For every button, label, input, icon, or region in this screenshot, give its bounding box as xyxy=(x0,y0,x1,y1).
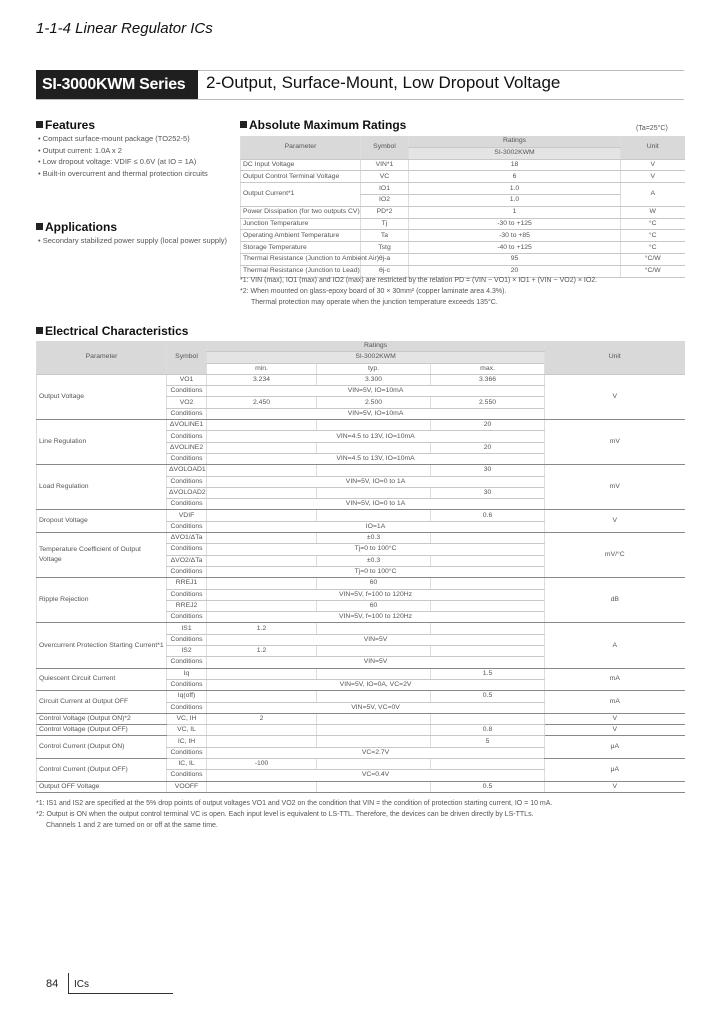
ec-symbol: Conditions xyxy=(167,612,207,623)
ec-param: Line Regulation xyxy=(37,420,167,465)
table-row xyxy=(37,781,685,792)
ec-conditions: Tj=0 to 100°C xyxy=(207,544,545,555)
amr-unit: A xyxy=(621,183,685,207)
ec-typ: 60 xyxy=(317,600,431,611)
ec-typ xyxy=(317,668,431,679)
amr-note-1: *1: VIN (max), IO1 (max) and IO2 (max) are restricted by the relation PD = (VIN − VO1) × IO1 + (VIN − VO2) × IO2. xyxy=(240,277,598,284)
ec-param: Control Voltage (Output OFF) xyxy=(37,725,167,736)
amr-symbol: Ta xyxy=(361,230,409,242)
ec-typ xyxy=(317,713,431,724)
ec-max xyxy=(431,533,545,544)
amr-unit: °C xyxy=(621,242,685,254)
ec-note-2: *2: Output is ON when the output control terminal VC is open. Each input level is equivalent to LS-TTL. Therefore, the devices can be driven directly by LS-TTLs. xyxy=(36,811,534,818)
ec-min xyxy=(207,668,317,679)
ec-max: 0.5 xyxy=(431,781,545,792)
ec-symbol: VC, IH xyxy=(167,713,207,724)
ec-symbol: Conditions xyxy=(167,521,207,532)
ec-symbol: VO1 xyxy=(167,374,207,385)
amr-symbol: VC xyxy=(361,171,409,183)
section-label: 1-1-4 Linear Regulator ICs xyxy=(36,20,213,37)
amr-value: 95 xyxy=(409,253,621,265)
ec-typ xyxy=(317,781,431,792)
ec-symbol: Conditions xyxy=(167,476,207,487)
amr-col-ratings: Ratings xyxy=(409,136,621,147)
table-row xyxy=(37,758,685,769)
amr-unit: °C xyxy=(621,230,685,242)
table-row xyxy=(241,253,685,265)
ec-min xyxy=(207,465,317,476)
amr-value: 18 xyxy=(409,159,621,171)
amr-param: DC Input Voltage xyxy=(241,159,361,171)
ec-param: Control Voltage (Output ON)*2 xyxy=(37,713,167,724)
ec-typ xyxy=(317,736,431,747)
ec-col-device: SI-3002KWM xyxy=(207,352,545,363)
table-row xyxy=(37,736,685,747)
ec-symbol: ΔVOLOAD1 xyxy=(167,465,207,476)
ec-symbol: VO2 xyxy=(167,397,207,408)
ec-unit: mV/°C xyxy=(545,533,685,578)
ec-param: Output Voltage xyxy=(37,374,167,419)
ec-unit: μA xyxy=(545,736,685,759)
ec-conditions: VIN=5V, VC=0V xyxy=(207,702,545,713)
feature-item: • Built-in overcurrent and thermal protection circuits xyxy=(38,169,228,180)
ec-symbol: IC, IH xyxy=(167,736,207,747)
ec-symbol: IC, IL xyxy=(167,758,207,769)
amr-value: -30 to +125 xyxy=(409,218,621,230)
table-row xyxy=(241,183,685,195)
series-title: 2-Output, Surface-Mount, Low Dropout Voltage xyxy=(206,73,561,92)
table-row xyxy=(37,623,685,634)
ec-param: Ripple Rejection xyxy=(37,578,167,623)
ec-max xyxy=(431,555,545,566)
ec-param: Circuit Current at Output OFF xyxy=(37,691,167,714)
application-item: • Secondary stabilized power supply (local power supply) xyxy=(38,236,228,247)
ec-typ xyxy=(317,465,431,476)
ec-unit: mA xyxy=(545,691,685,714)
ec-unit: V xyxy=(545,781,685,792)
ec-param: Output OFF Voltage xyxy=(37,781,167,792)
amr-unit: °C/W xyxy=(621,253,685,265)
amr-col-parameter: Parameter xyxy=(241,136,361,159)
applications-heading-text: Applications xyxy=(45,220,118,234)
ec-conditions: VIN=5V xyxy=(207,634,545,645)
ec-unit: A xyxy=(545,623,685,668)
ec-max xyxy=(431,758,545,769)
ec-symbol: ΔVOLOAD2 xyxy=(167,487,207,498)
ec-min xyxy=(207,487,317,498)
ec-max: 5 xyxy=(431,736,545,747)
ec-param: Dropout Voltage xyxy=(37,510,167,533)
ec-unit: mV xyxy=(545,420,685,465)
ec-min xyxy=(207,442,317,453)
amr-symbol: IO2 xyxy=(361,194,409,206)
ec-symbol: Conditions xyxy=(167,408,207,419)
table-row xyxy=(37,533,685,544)
table-row xyxy=(37,668,685,679)
ec-max: 3.366 xyxy=(431,374,545,385)
ec-typ: 3.300 xyxy=(317,374,431,385)
ec-unit: V xyxy=(545,725,685,736)
ec-symbol: VDIF xyxy=(167,510,207,521)
feature-item: • Low dropout voltage: VDIF ≤ 0.6V (at IO = 1A) xyxy=(38,157,228,168)
ec-symbol: IS1 xyxy=(167,623,207,634)
ec-unit: mA xyxy=(545,668,685,691)
ec-symbol: ΔVO2/ΔTa xyxy=(167,555,207,566)
ec-conditions: VC=2.7V xyxy=(207,747,545,758)
ec-max: 30 xyxy=(431,465,545,476)
ec-min: 3.234 xyxy=(207,374,317,385)
ec-unit: mV xyxy=(545,465,685,510)
amr-symbol: PD*2 xyxy=(361,206,409,218)
ec-unit: μA xyxy=(545,758,685,781)
ec-min xyxy=(207,600,317,611)
amr-symbol: IO1 xyxy=(361,183,409,195)
ec-symbol: Conditions xyxy=(167,634,207,645)
footer-label: ICs xyxy=(74,979,89,990)
ec-col-ratings: Ratings xyxy=(207,341,545,352)
ec-max: 30 xyxy=(431,487,545,498)
ec-max: 2.550 xyxy=(431,397,545,408)
ec-typ xyxy=(317,442,431,453)
ec-symbol: Conditions xyxy=(167,386,207,397)
ec-min xyxy=(207,555,317,566)
ec-note-3: Channels 1 and 2 are turned on or off at the same time. xyxy=(46,822,218,829)
ec-typ: 60 xyxy=(317,578,431,589)
amr-note-2: *2: When mounted on glass-epoxy board of 30 × 30mm² (copper laminate area 4.3%). xyxy=(240,288,507,295)
ec-col-parameter: Parameter xyxy=(37,341,167,374)
ec-symbol: Conditions xyxy=(167,431,207,442)
ec-col-max: max. xyxy=(431,363,545,374)
footer-divider xyxy=(68,973,69,993)
table-row xyxy=(37,374,685,385)
ec-typ: ±0.3 xyxy=(317,533,431,544)
ec-min: 1.2 xyxy=(207,646,317,657)
amr-table xyxy=(240,136,685,278)
ec-unit: dB xyxy=(545,578,685,623)
table-row xyxy=(241,159,685,171)
amr-param: Operating Ambient Temperature xyxy=(241,230,361,242)
ec-typ xyxy=(317,691,431,702)
ec-max xyxy=(431,713,545,724)
ec-typ xyxy=(317,646,431,657)
ec-max: 1.5 xyxy=(431,668,545,679)
amr-param: Output Control Terminal Voltage xyxy=(241,171,361,183)
ec-symbol: IS2 xyxy=(167,646,207,657)
amr-param: Output Current*1 xyxy=(241,183,361,207)
amr-unit: V xyxy=(621,159,685,171)
ec-heading-text: Electrical Characteristics xyxy=(45,324,189,338)
table-row xyxy=(37,713,685,724)
ec-param: Temperature Coefficient of Output Voltage xyxy=(37,533,167,578)
ec-symbol: ΔVO1/ΔTa xyxy=(167,533,207,544)
ec-min xyxy=(207,420,317,431)
amr-value: 20 xyxy=(409,265,621,277)
ec-unit: V xyxy=(545,374,685,419)
ec-min xyxy=(207,736,317,747)
ec-table xyxy=(36,341,685,793)
ec-symbol: VC, IL xyxy=(167,725,207,736)
ec-unit: V xyxy=(545,713,685,724)
amr-value: 6 xyxy=(409,171,621,183)
ec-heading xyxy=(36,324,188,338)
ec-typ: ±0.3 xyxy=(317,555,431,566)
ec-conditions: VIN=5V, IO=0A, VC=2V xyxy=(207,679,545,690)
table-row xyxy=(241,230,685,242)
ec-min: -100 xyxy=(207,758,317,769)
header-rule-bottom xyxy=(36,99,684,100)
feature-item: • Compact surface-mount package (TO252-5) xyxy=(38,134,228,145)
amr-condition: (Ta=25°C) xyxy=(636,125,668,132)
ec-max: 0.8 xyxy=(431,725,545,736)
ec-max xyxy=(431,578,545,589)
table-row xyxy=(241,218,685,230)
ec-typ xyxy=(317,623,431,634)
ec-symbol: Conditions xyxy=(167,770,207,781)
amr-symbol: θj-a xyxy=(361,253,409,265)
ec-min: 2 xyxy=(207,713,317,724)
ec-typ xyxy=(317,420,431,431)
ec-param: Control Current (Output OFF) xyxy=(37,758,167,781)
ec-symbol: Conditions xyxy=(167,679,207,690)
table-row xyxy=(37,578,685,589)
features-list xyxy=(38,134,228,180)
ec-typ xyxy=(317,487,431,498)
ec-typ xyxy=(317,758,431,769)
ec-col-min: min. xyxy=(207,363,317,374)
ec-max xyxy=(431,600,545,611)
ec-param: Control Current (Output ON) xyxy=(37,736,167,759)
amr-symbol: VIN*1 xyxy=(361,159,409,171)
ec-min xyxy=(207,691,317,702)
amr-symbol: Tstg xyxy=(361,242,409,254)
ec-typ: 2.500 xyxy=(317,397,431,408)
ec-max: 20 xyxy=(431,442,545,453)
ec-typ xyxy=(317,725,431,736)
amr-col-symbol: Symbol xyxy=(361,136,409,159)
ec-symbol: Conditions xyxy=(167,453,207,464)
amr-value: -30 to +85 xyxy=(409,230,621,242)
ec-conditions: VIN=4.5 to 13V, IO=10mA xyxy=(207,453,545,464)
table-row xyxy=(241,171,685,183)
ec-min: 2.450 xyxy=(207,397,317,408)
ec-conditions: VIN=4.5 to 13V, IO=10mA xyxy=(207,431,545,442)
table-row xyxy=(241,206,685,218)
amr-param: Storage Temperature xyxy=(241,242,361,254)
ec-col-symbol: Symbol xyxy=(167,341,207,374)
amr-param: Junction Temperature xyxy=(241,218,361,230)
table-row xyxy=(37,725,685,736)
ec-conditions: IO=1A xyxy=(207,521,545,532)
ec-symbol: Conditions xyxy=(167,657,207,668)
ec-symbol: Conditions xyxy=(167,747,207,758)
ec-symbol: ΔVOLINE2 xyxy=(167,442,207,453)
ec-param: Overcurrent Protection Starting Current*1 xyxy=(37,623,167,668)
ec-symbol: RREJ2 xyxy=(167,600,207,611)
ec-conditions: VC=0.4V xyxy=(207,770,545,781)
amr-value: 1.0 xyxy=(409,183,621,195)
amr-heading xyxy=(240,118,406,132)
amr-unit: V xyxy=(621,171,685,183)
ec-conditions: VIN=5V, IO=10mA xyxy=(207,408,545,419)
table-row xyxy=(37,510,685,521)
amr-value: 1.0 xyxy=(409,194,621,206)
amr-unit: W xyxy=(621,206,685,218)
amr-symbol: Tj xyxy=(361,218,409,230)
feature-item: • Output current: 1.0A x 2 xyxy=(38,146,228,157)
ec-conditions: VIN=5V, IO=0 to 1A xyxy=(207,476,545,487)
ec-conditions: VIN=5V, f=100 to 120Hz xyxy=(207,612,545,623)
ec-symbol: Conditions xyxy=(167,544,207,555)
table-row xyxy=(241,242,685,254)
ec-col-unit: Unit xyxy=(545,341,685,374)
ec-symbol: VOOFF xyxy=(167,781,207,792)
ec-max xyxy=(431,646,545,657)
features-heading-text: Features xyxy=(45,118,96,132)
table-row xyxy=(37,691,685,702)
ec-symbol: Conditions xyxy=(167,589,207,600)
applications-list xyxy=(38,236,228,248)
ec-max xyxy=(431,623,545,634)
ec-min xyxy=(207,725,317,736)
ec-unit: V xyxy=(545,510,685,533)
ec-col-typ: typ. xyxy=(317,363,431,374)
ec-conditions: VIN=5V, IO=10mA xyxy=(207,386,545,397)
page-number: 84 xyxy=(46,978,59,990)
amr-col-unit: Unit xyxy=(621,136,685,159)
ec-note-1: *1: IS1 and IS2 are specified at the 5% drop points of output voltages VO1 and VO2 on the condition that VIN = the condition of protection starting current, IO = 10 mA. xyxy=(36,800,553,807)
ec-symbol: Conditions xyxy=(167,566,207,577)
ec-conditions: VIN=5V, IO=0 to 1A xyxy=(207,499,545,510)
ec-symbol: RREJ1 xyxy=(167,578,207,589)
ec-conditions: VIN=5V, f=100 to 120Hz xyxy=(207,589,545,600)
ec-min: 1.2 xyxy=(207,623,317,634)
ec-symbol: Iq xyxy=(167,668,207,679)
amr-note-3: Thermal protection may operate when the junction temperature exceeds 135°C. xyxy=(251,299,498,306)
ec-max: 0.5 xyxy=(431,691,545,702)
ec-symbol: ΔVOLINE1 xyxy=(167,420,207,431)
series-name: SI-3000KWM Series xyxy=(36,70,198,99)
amr-unit: °C/W xyxy=(621,265,685,277)
ec-symbol: Iq(off) xyxy=(167,691,207,702)
ec-min xyxy=(207,533,317,544)
ec-max: 0.6 xyxy=(431,510,545,521)
ec-symbol: Conditions xyxy=(167,702,207,713)
table-row xyxy=(37,465,685,476)
ec-typ xyxy=(317,510,431,521)
amr-param: Thermal Resistance (Junction to Ambient Air) xyxy=(241,253,361,265)
ec-conditions: Tj=0 to 100°C xyxy=(207,566,545,577)
ec-conditions: VIN=5V xyxy=(207,657,545,668)
ec-max: 20 xyxy=(431,420,545,431)
ec-min xyxy=(207,510,317,521)
ec-min xyxy=(207,781,317,792)
amr-value: -40 to +125 xyxy=(409,242,621,254)
amr-param: Power Dissipation (for two outputs CV) xyxy=(241,206,361,218)
ec-param: Quiescent Circuit Current xyxy=(37,668,167,691)
ec-param: Load Regulation xyxy=(37,465,167,510)
amr-col-device: SI-3002KWM xyxy=(409,147,621,159)
amr-heading-text: Absolute Maximum Ratings xyxy=(249,118,407,132)
footer-rule xyxy=(68,993,173,994)
ec-min xyxy=(207,578,317,589)
ec-symbol: Conditions xyxy=(167,499,207,510)
applications-heading xyxy=(36,220,117,234)
amr-unit: °C xyxy=(621,218,685,230)
table-row xyxy=(37,420,685,431)
amr-param: Thermal Resistance (Junction to Lead) xyxy=(241,265,361,277)
amr-value: 1 xyxy=(409,206,621,218)
amr-symbol: θj-c xyxy=(361,265,409,277)
features-heading xyxy=(36,118,95,132)
